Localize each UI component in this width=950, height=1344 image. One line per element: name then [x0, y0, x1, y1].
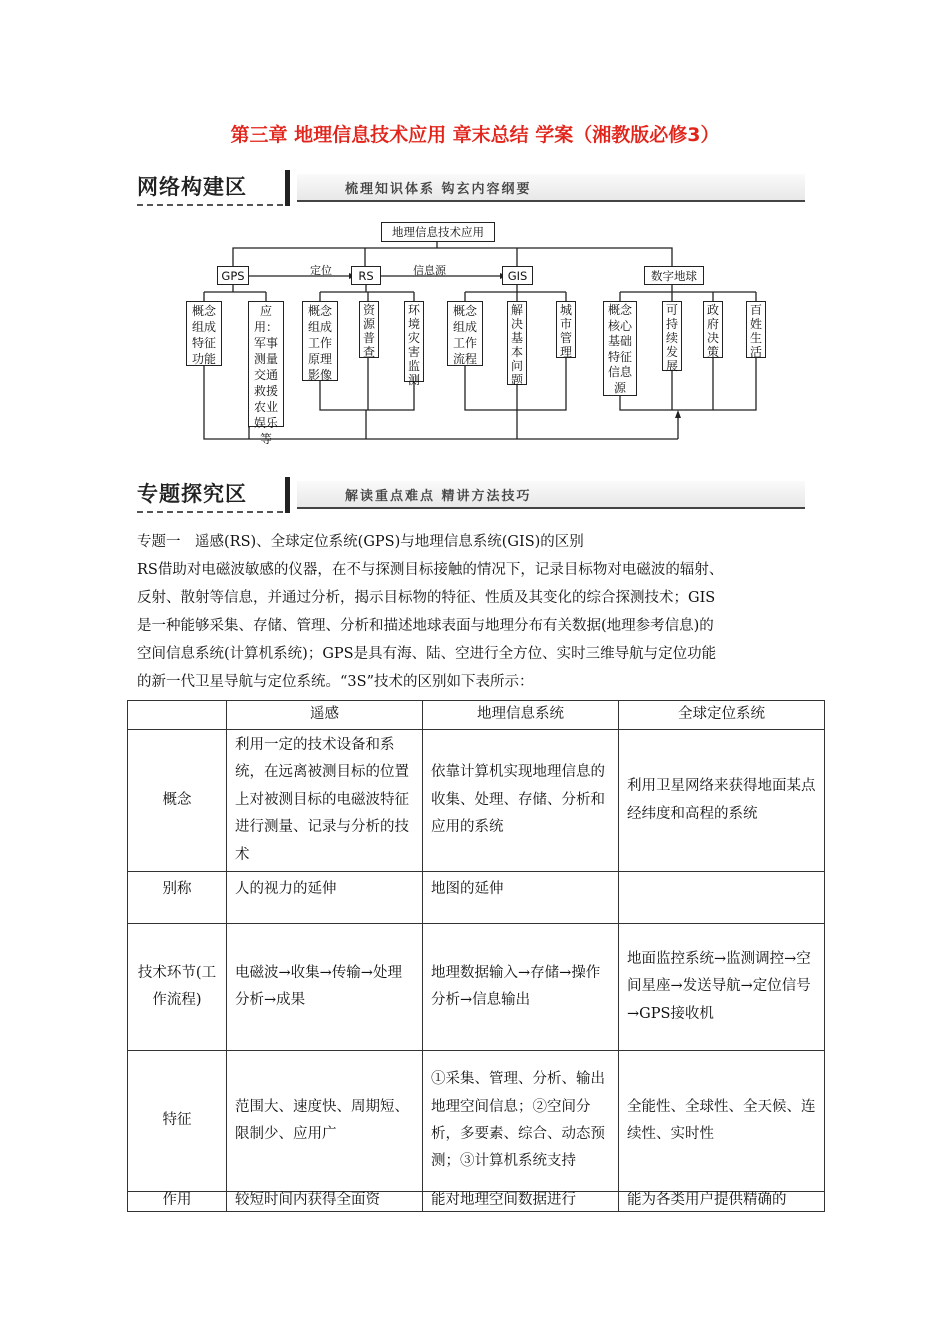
table-cell: 范围大、速度快、周期短、限制少、应用广	[227, 1051, 423, 1192]
table-row-label: 特征	[128, 1051, 227, 1192]
table-cell: 电磁波→收集→传输→处理分析→成果	[227, 924, 423, 1051]
digital-child-sustainable-text: 可持续发展	[665, 303, 678, 373]
table-row-label: 技术环节(工作流程)	[128, 924, 227, 1051]
gps-child-applications-text: 应用：军事测量交通救援农业娱乐等	[253, 304, 278, 446]
banner-title: 专题探究区	[137, 482, 247, 506]
table-row-label: 概念	[128, 730, 227, 872]
digital-child-government	[703, 301, 723, 358]
comparison-table	[127, 700, 825, 1212]
banner-slogan: 梳理知识体系 钩玄内容纲要	[345, 182, 532, 197]
banner-title: 网络构建区	[137, 175, 247, 199]
table-cell: 依靠计算机实现地理信息的收集、处理、存储、分析和应用的系统	[423, 730, 619, 872]
table-header-cell: 地理信息系统	[423, 701, 619, 730]
gis-child-problems-text: 解决基本问题	[510, 303, 523, 387]
table-cell: 能为各类用户提供精确的	[619, 1192, 825, 1212]
rs-child-disaster-monitoring-text: 环境灾害监测	[407, 303, 420, 387]
digital-child-daily-life-text: 百姓生活	[749, 303, 762, 359]
topic-line-2: 反射、散射等信息，并通过分析，揭示目标物的特征、性质及其变化的综合探测技术；GIS	[137, 590, 716, 606]
table-cell: 地理数据输入→存储→操作分析→信息输出	[423, 924, 619, 1051]
gis-child-city-management	[556, 301, 576, 358]
section-banner-network	[137, 170, 807, 210]
rs-child-concept	[302, 301, 338, 381]
banner-divider	[285, 477, 290, 513]
table-cell: 地图的延伸	[423, 872, 619, 924]
topic-line-4: 空间信息系统(计算机系统)；GPS是具有海、陆、空进行全方位、实时三维导航与定位功能	[137, 646, 717, 662]
rs-child-resource-survey	[359, 301, 379, 358]
banner-divider	[285, 170, 290, 206]
table-cell	[619, 872, 825, 924]
digital-child-government-text: 政府决策	[706, 303, 719, 359]
table-header-cell	[128, 701, 227, 730]
map-node-rs: RS	[351, 266, 381, 285]
arrow-label-positioning: 定位	[310, 264, 332, 277]
table-cell: ①采集、管理、分析、输出地理空间信息；②空间分析，多要素、综合、动态预测；③计算机系统支持	[423, 1051, 619, 1192]
table-row	[128, 872, 825, 924]
table-row-label: 作用	[128, 1192, 227, 1212]
gis-child-concept	[447, 301, 483, 366]
gis-child-city-management-text: 城市管理	[559, 303, 572, 359]
digital-child-concept-text: 概念核心基础特征信息源	[608, 303, 633, 395]
table-cell: 地面监控系统→监测调控→空间星座→发送导航→定位信号→GPS接收机	[619, 924, 825, 1051]
table-row-label: 别称	[128, 872, 227, 924]
table-row	[128, 1192, 825, 1212]
table-cell: 能对地理空间数据进行	[423, 1192, 619, 1212]
table-cell: 全能性、全球性、全天候、连续性、实时性	[619, 1051, 825, 1192]
gis-child-problems	[507, 301, 527, 385]
digital-child-sustainable	[662, 301, 682, 371]
table-row	[128, 1051, 825, 1192]
table-cell: 较短时间内获得全面资	[227, 1192, 423, 1212]
rs-child-concept-text: 概念组成工作原理影像	[307, 304, 332, 382]
banner-underline	[137, 204, 283, 206]
table-row	[128, 730, 825, 872]
map-node-gis: GIS	[502, 266, 533, 285]
topic-line-5: 的新一代卫星导航与定位系统。“3S”技术的区别如下表所示：	[137, 674, 534, 690]
arrow-label-info-source: 信息源	[413, 264, 446, 277]
table-cell: 利用一定的技术设备和系统，在远离被测目标的位置上对被测目标的电磁波特征进行测量、记录与分析的技术	[227, 730, 423, 872]
gps-child-concept-text: 概念组成特征功能	[191, 304, 216, 366]
map-node-gps: GPS	[217, 266, 249, 285]
topic-line-1: RS借助对电磁波敏感的仪器，在不与探测目标接触的情况下，记录目标物对电磁波的辐射、	[137, 562, 724, 578]
banner-underline	[137, 511, 283, 513]
rs-child-disaster-monitoring	[404, 301, 424, 387]
table-cell: 利用卫星网络来获得地面某点经纬度和高程的系统	[619, 730, 825, 872]
page-title: 第三章 地理信息技术应用 章末总结 学案（湘教版必修3）	[230, 124, 720, 146]
table-header-cell: 遥感	[227, 701, 423, 730]
table-header-row	[128, 701, 825, 730]
table-header-cell: 全球定位系统	[619, 701, 825, 730]
banner-slogan: 解读重点难点 精讲方法技巧	[345, 489, 532, 504]
section-banner-topics	[137, 477, 807, 517]
table-row	[128, 924, 825, 1051]
map-node-digital-earth: 数字地球	[644, 266, 704, 285]
rs-child-resource-survey-text: 资源普查	[362, 303, 375, 359]
map-root-node: 地理信息技术应用	[381, 222, 495, 242]
topic-heading: 专题一 遥感(RS)、全球定位系统(GPS)与地理信息系统(GIS)的区别	[137, 534, 584, 550]
topic-line-3: 是一种能够采集、存储、管理、分析和描述地球表面与地理分布有关数据(地理参考信息)的	[137, 618, 714, 634]
gis-child-concept-text: 概念组成工作流程	[452, 304, 477, 366]
digital-child-daily-life	[746, 301, 766, 358]
table-cell: 人的视力的延伸	[227, 872, 423, 924]
digital-child-concept	[603, 301, 637, 396]
gps-child-concept	[186, 301, 222, 366]
gps-child-applications	[248, 301, 284, 446]
